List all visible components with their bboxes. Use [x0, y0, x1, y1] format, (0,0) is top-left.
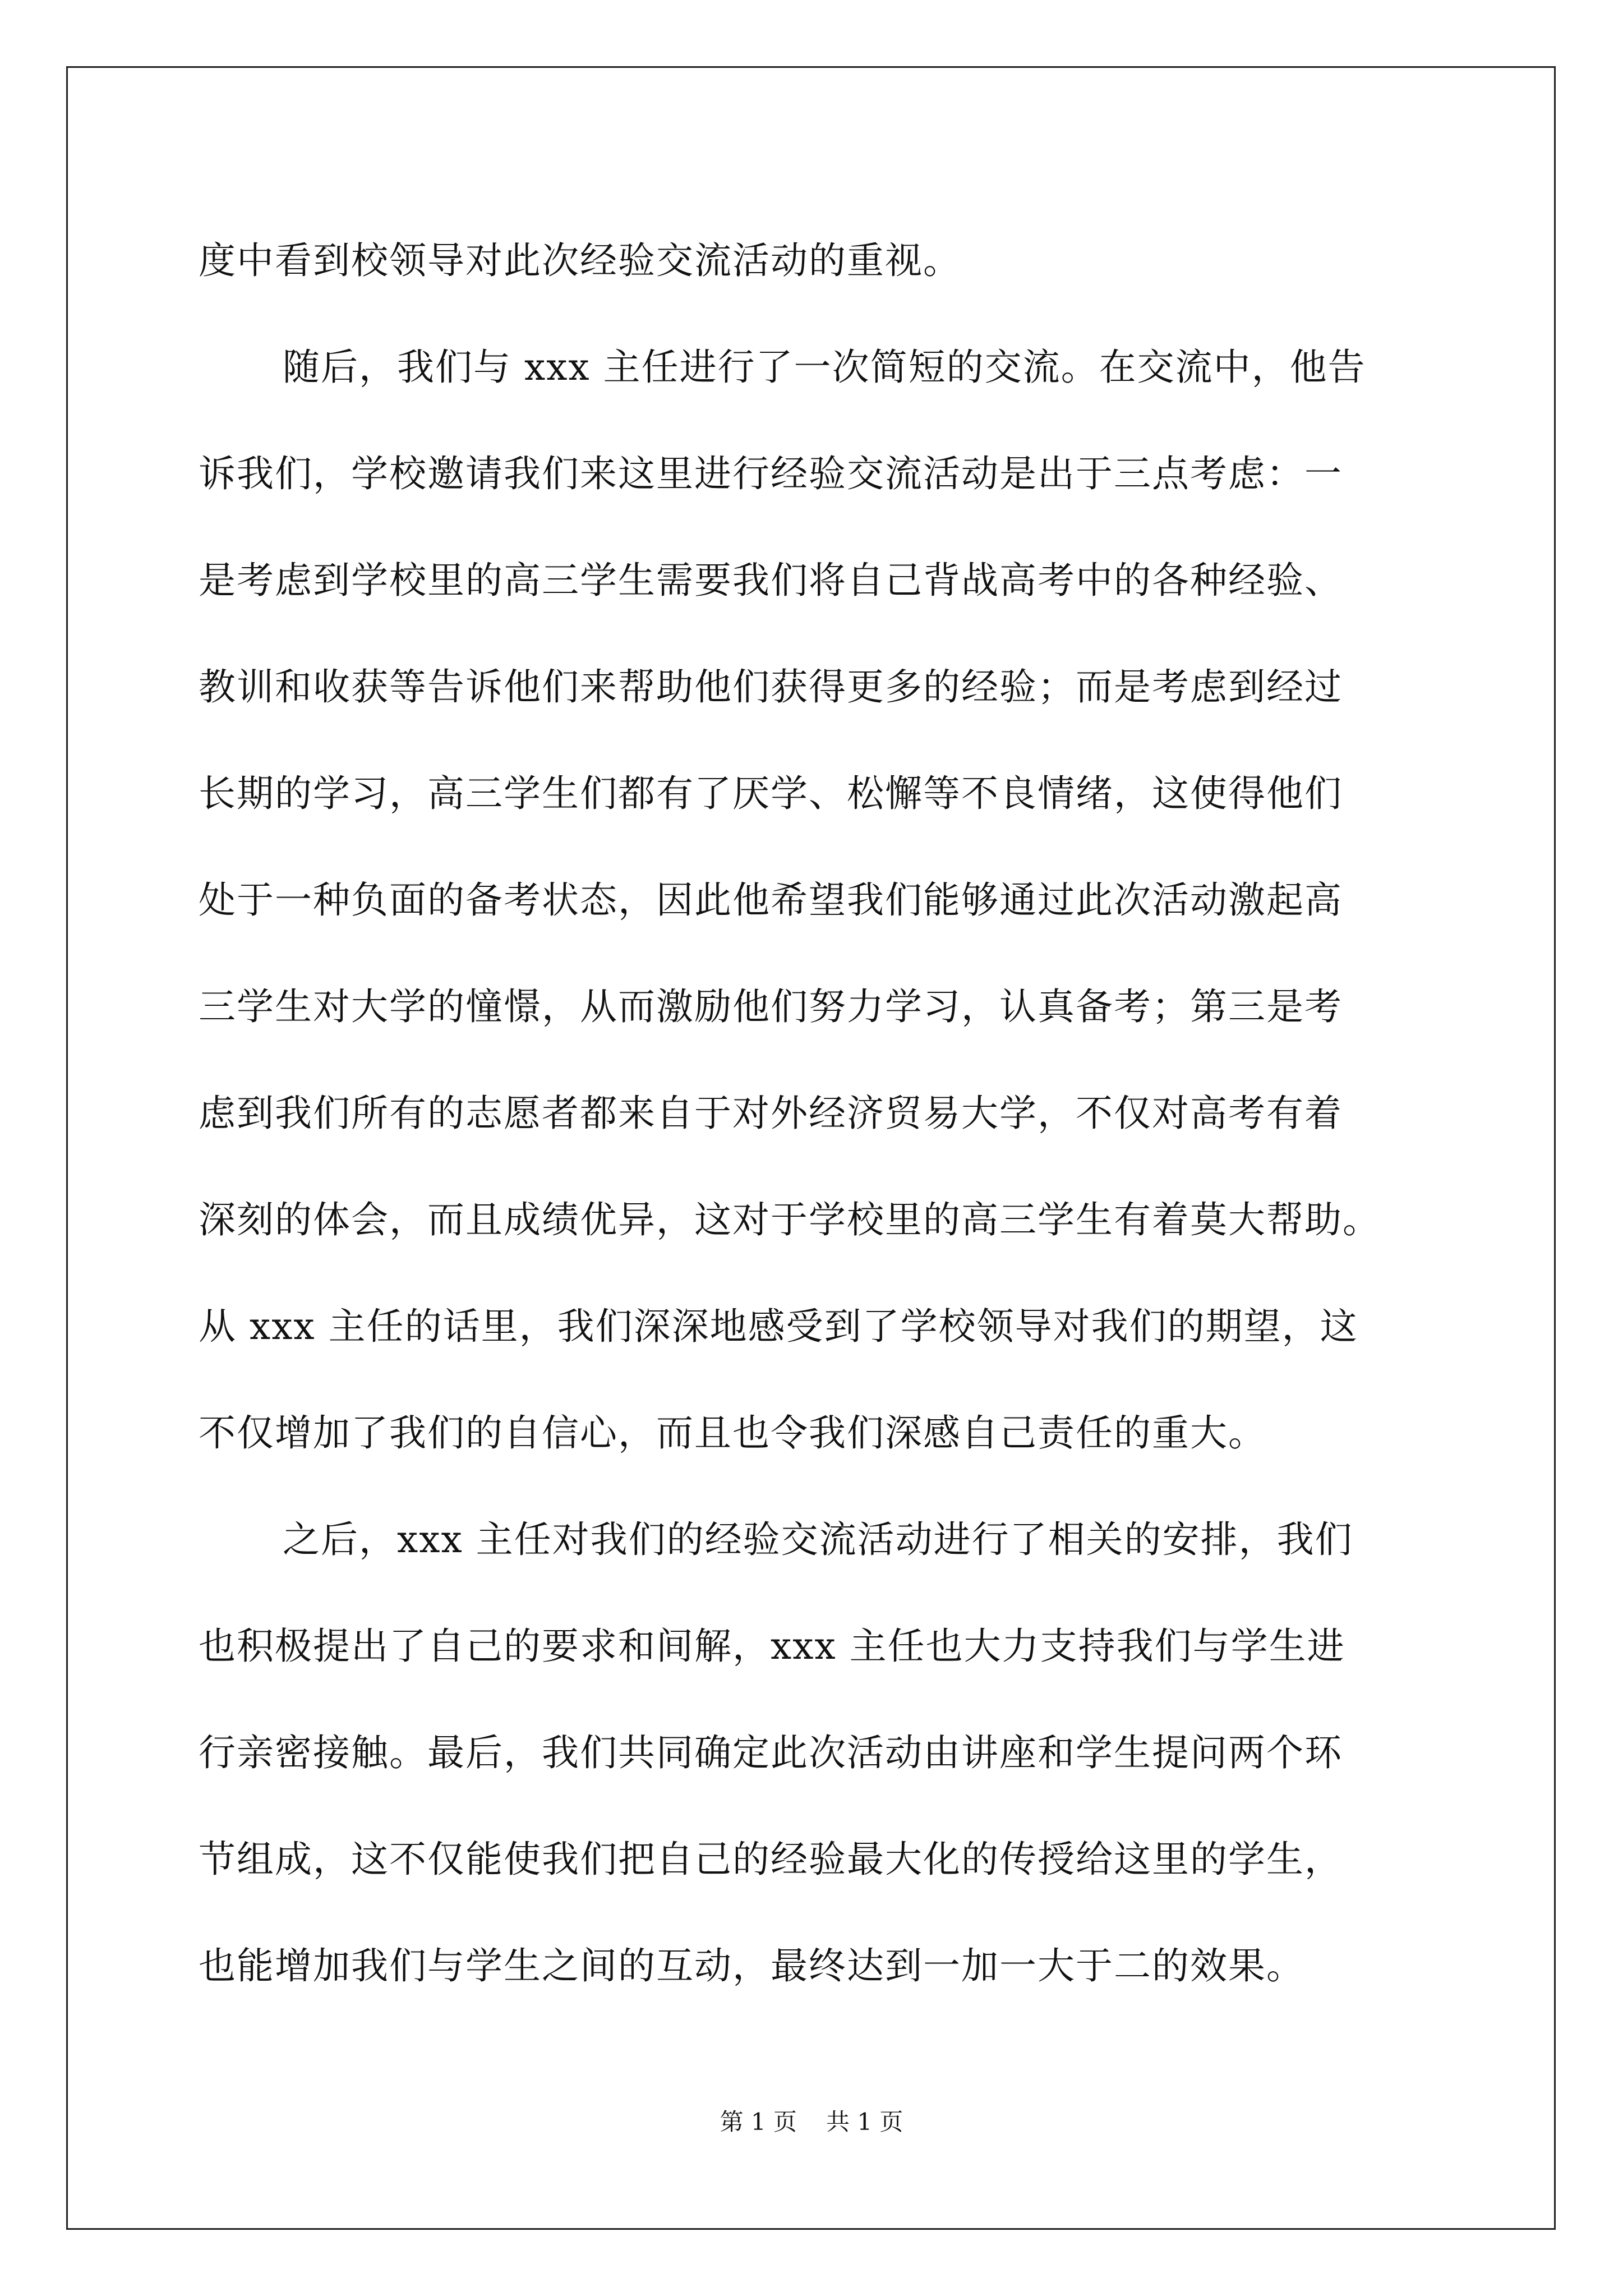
text-line: 行亲密接触。最后，我们共同确定此次活动由讲座和学生提问两个环 — [199, 1731, 1343, 1774]
paragraph-first-line: 随后，我们与 xxx 主任进行了一次简短的交流。在交流中，他告 — [283, 346, 1366, 389]
page-number: 第 1 页 — [720, 2108, 797, 2136]
text-line: 不仅增加了我们的自信心，而且也令我们深感自己责任的重大。 — [199, 1411, 1266, 1455]
text-line: 也积极提出了自己的要求和间解，xxx 主任也大力支持我们与学生进 — [199, 1625, 1345, 1668]
text-line: 教训和收获等告诉他们来帮助他们获得更多的经验；而是考虑到经过 — [199, 665, 1343, 708]
document-body — [199, 208, 1438, 2019]
text-line: 深刻的体会，而且成绩优异，这对于学校里的高三学生有着莫大帮助。 — [199, 1198, 1381, 1241]
page-total: 共 1 页 — [826, 2108, 903, 2136]
text-line: 节组成，这不仅能使我们把自己的经验最大化的传授给这里的学生， — [199, 1838, 1343, 1881]
text-line: 虑到我们所有的志愿者都来自于对外经济贸易大学，不仅对高考有着 — [199, 1092, 1343, 1135]
page-footer — [0, 2106, 1623, 2138]
text-line: 度中看到校领导对此次经验交流活动的重视。 — [199, 239, 961, 282]
text-line: 三学生对大学的憧憬，从而激励他们努力学习，认真备考；第三是考 — [199, 985, 1343, 1028]
text-line: 是考虑到学校里的高三学生需要我们将自己背战高考中的各种经验、 — [199, 559, 1343, 602]
text-line: 也能增加我们与学生之间的互动，最终达到一加一大于二的效果。 — [199, 1944, 1304, 1987]
text-line: 处于一种负面的备考状态，因此他希望我们能够通过此次活动激起高 — [199, 878, 1343, 922]
text-line: 诉我们，学校邀请我们来这里进行经验交流活动是出于三点考虑：一 — [199, 452, 1343, 495]
text-line: 长期的学习，高三学生们都有了厌学、松懈等不良情绪，这使得他们 — [199, 772, 1343, 815]
text-line: 从 xxx 主任的话里，我们深深地感受到了学校领导对我们的期望，这 — [199, 1305, 1358, 1348]
paragraph-first-line: 之后，xxx 主任对我们的经验交流活动进行了相关的安排，我们 — [283, 1518, 1353, 1561]
